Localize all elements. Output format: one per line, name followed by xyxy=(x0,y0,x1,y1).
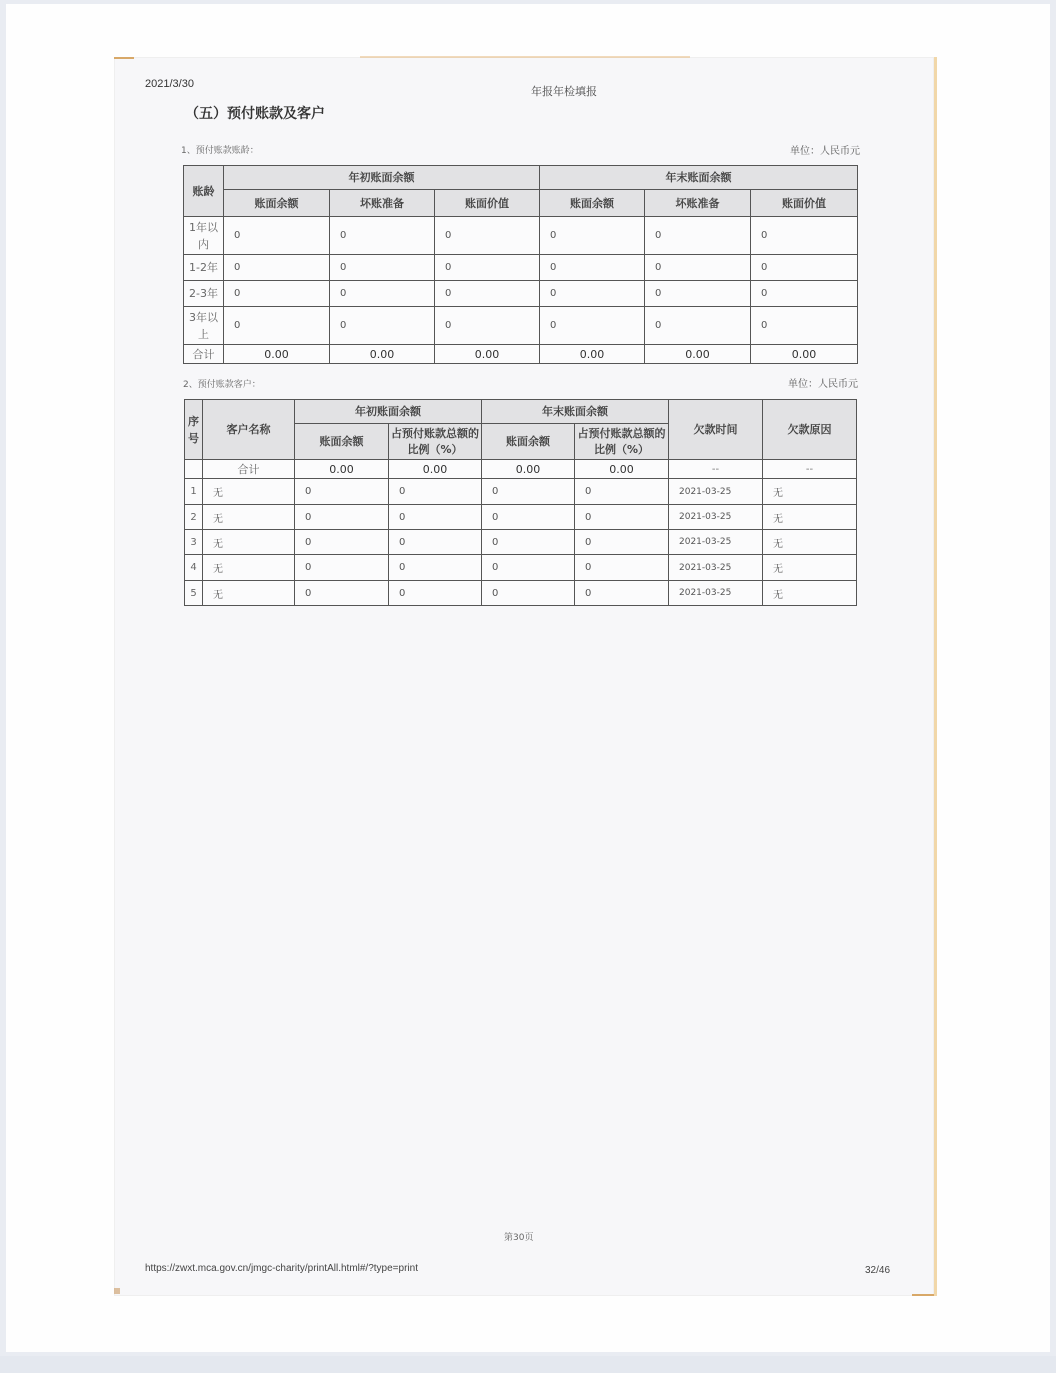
total-value: 0.00 xyxy=(435,345,540,364)
total-value: 0.00 xyxy=(295,460,389,479)
footer-url: https://zwxt.mca.gov.cn/jmgc-charity/printAll.html#/?type=print xyxy=(145,1263,418,1274)
print-date: 2021/3/30 xyxy=(145,78,194,90)
total-value: 0.00 xyxy=(645,345,751,364)
cell-value: 0 xyxy=(645,217,751,255)
debt-date: 2021-03-25 xyxy=(669,581,763,606)
header-debt-reason: 欠款原因 xyxy=(763,400,857,460)
header-sub-col: 账面价值 xyxy=(751,190,858,217)
footer-page-count: 32/46 xyxy=(865,1265,891,1276)
cell-value: 0 xyxy=(435,255,540,281)
debt-reason: 无 xyxy=(763,479,857,505)
debt-reason: 无 xyxy=(763,581,857,606)
cell-value: 0 xyxy=(295,530,389,555)
cell-value: 0 xyxy=(389,479,482,505)
header-sub-col: 账面余额 xyxy=(224,190,330,217)
cell-value: 0 xyxy=(224,255,330,281)
row-label: 2-3年 xyxy=(184,281,224,307)
header-ratio: 占预付账款总额的比例（%） xyxy=(389,424,482,460)
header-ratio: 占预付账款总额的比例（%） xyxy=(575,424,669,460)
total-value: 0.00 xyxy=(575,460,669,479)
customer-name: 无 xyxy=(203,555,295,581)
table-row xyxy=(185,479,857,505)
debt-reason: 无 xyxy=(763,530,857,555)
header-sub-col: 账面余额 xyxy=(540,190,645,217)
cell-value: 0 xyxy=(645,255,751,281)
table-row xyxy=(185,555,857,581)
customers-subtitle: 2、预付账款客户： xyxy=(183,380,261,390)
row-seq: 3 xyxy=(185,530,203,555)
header-age: 账龄 xyxy=(184,166,224,217)
row-seq: 1 xyxy=(185,479,203,505)
header-debt-time: 欠款时间 xyxy=(669,400,763,460)
cell-value: 0 xyxy=(540,281,645,307)
table-row xyxy=(184,307,858,345)
seq-cell-empty xyxy=(185,460,203,479)
header-group-end: 年末账面余额 xyxy=(482,400,669,424)
cell-value: 0 xyxy=(330,307,435,345)
customer-name: 无 xyxy=(203,479,295,505)
cell-value: 0 xyxy=(389,530,482,555)
debt-date: 2021-03-25 xyxy=(669,505,763,530)
row-label: 1-2年 xyxy=(184,255,224,281)
cell-value: 0 xyxy=(435,217,540,255)
cell-value: 0 xyxy=(435,281,540,307)
row-seq: 2 xyxy=(185,505,203,530)
cell-value: 0 xyxy=(295,555,389,581)
cell-value: 0 xyxy=(295,581,389,606)
table-row xyxy=(185,530,857,555)
header-sub-col: 坏账准备 xyxy=(330,190,435,217)
customer-name: 无 xyxy=(203,530,295,555)
total-reason: -- xyxy=(763,460,857,479)
debt-date: 2021-03-25 xyxy=(669,530,763,555)
total-value: 0.00 xyxy=(482,460,575,479)
header-sub-col: 坏账准备 xyxy=(645,190,751,217)
total-value: 0.00 xyxy=(224,345,330,364)
debt-date: 2021-03-25 xyxy=(669,479,763,505)
total-row xyxy=(185,460,857,479)
cell-value: 0 xyxy=(330,255,435,281)
cell-value: 0 xyxy=(482,530,575,555)
total-row xyxy=(184,345,858,364)
customers-unit: 单位：人民币元 xyxy=(788,379,858,390)
header-seq: 序号 xyxy=(185,400,203,460)
customer-name: 无 xyxy=(203,505,295,530)
cell-value: 0 xyxy=(389,581,482,606)
cell-value: 0 xyxy=(389,555,482,581)
total-label: 合计 xyxy=(184,345,224,364)
total-time: -- xyxy=(669,460,763,479)
cell-value: 0 xyxy=(575,581,669,606)
table-row xyxy=(185,505,857,530)
table-row xyxy=(184,281,858,307)
cell-value: 0 xyxy=(575,479,669,505)
cell-value: 0 xyxy=(751,255,858,281)
table-row xyxy=(185,581,857,606)
paper-edge-mark xyxy=(912,1294,934,1296)
table-row xyxy=(184,217,858,255)
paper-corner-mark xyxy=(114,1288,120,1294)
paper-edge-mark xyxy=(360,56,690,58)
cell-value: 0 xyxy=(751,281,858,307)
header-balance: 账面余额 xyxy=(295,424,389,460)
customers-table xyxy=(184,399,857,606)
total-label: 合计 xyxy=(203,460,295,479)
cell-value: 0 xyxy=(540,217,645,255)
cell-value: 0 xyxy=(330,217,435,255)
cell-value: 0 xyxy=(575,505,669,530)
cell-value: 0 xyxy=(295,505,389,530)
cell-value: 0 xyxy=(751,307,858,345)
cell-value: 0 xyxy=(482,581,575,606)
viewer-bottom-band xyxy=(0,1356,1056,1373)
cell-value: 0 xyxy=(575,530,669,555)
cell-value: 0 xyxy=(645,307,751,345)
cell-value: 0 xyxy=(540,255,645,281)
header-balance: 账面余额 xyxy=(482,424,575,460)
header-sub-col: 账面价值 xyxy=(435,190,540,217)
paper-edge-mark xyxy=(114,57,134,59)
cell-value: 0 xyxy=(751,217,858,255)
page-number: 第30页 xyxy=(504,1233,534,1243)
header-group-start: 年初账面余额 xyxy=(295,400,482,424)
header-customer-name: 客户名称 xyxy=(203,400,295,460)
print-header-title: 年报年检填报 xyxy=(531,85,597,98)
cell-value: 0 xyxy=(575,555,669,581)
aging-unit: 单位：人民币元 xyxy=(790,146,860,157)
total-value: 0.00 xyxy=(540,345,645,364)
cell-value: 0 xyxy=(224,217,330,255)
section-title: （五）预付账款及客户 xyxy=(185,106,325,122)
cell-value: 0 xyxy=(295,479,389,505)
cell-value: 0 xyxy=(389,505,482,530)
cell-value: 0 xyxy=(330,281,435,307)
aging-table xyxy=(183,165,858,364)
header-group-end: 年末账面余额 xyxy=(540,166,858,190)
total-value: 0.00 xyxy=(751,345,858,364)
cell-value: 0 xyxy=(645,281,751,307)
cell-value: 0 xyxy=(540,307,645,345)
cell-value: 0 xyxy=(224,307,330,345)
total-value: 0.00 xyxy=(389,460,482,479)
cell-value: 0 xyxy=(224,281,330,307)
row-label: 1年以内 xyxy=(184,217,224,255)
table-row xyxy=(184,255,858,281)
header-group-start: 年初账面余额 xyxy=(224,166,540,190)
row-label: 3年以上 xyxy=(184,307,224,345)
aging-subtitle: 1、预付账款账龄： xyxy=(181,146,259,156)
cell-value: 0 xyxy=(482,555,575,581)
debt-date: 2021-03-25 xyxy=(669,555,763,581)
debt-reason: 无 xyxy=(763,505,857,530)
cell-value: 0 xyxy=(482,479,575,505)
total-value: 0.00 xyxy=(330,345,435,364)
cell-value: 0 xyxy=(435,307,540,345)
cell-value: 0 xyxy=(482,505,575,530)
customer-name: 无 xyxy=(203,581,295,606)
row-seq: 4 xyxy=(185,555,203,581)
debt-reason: 无 xyxy=(763,555,857,581)
row-seq: 5 xyxy=(185,581,203,606)
